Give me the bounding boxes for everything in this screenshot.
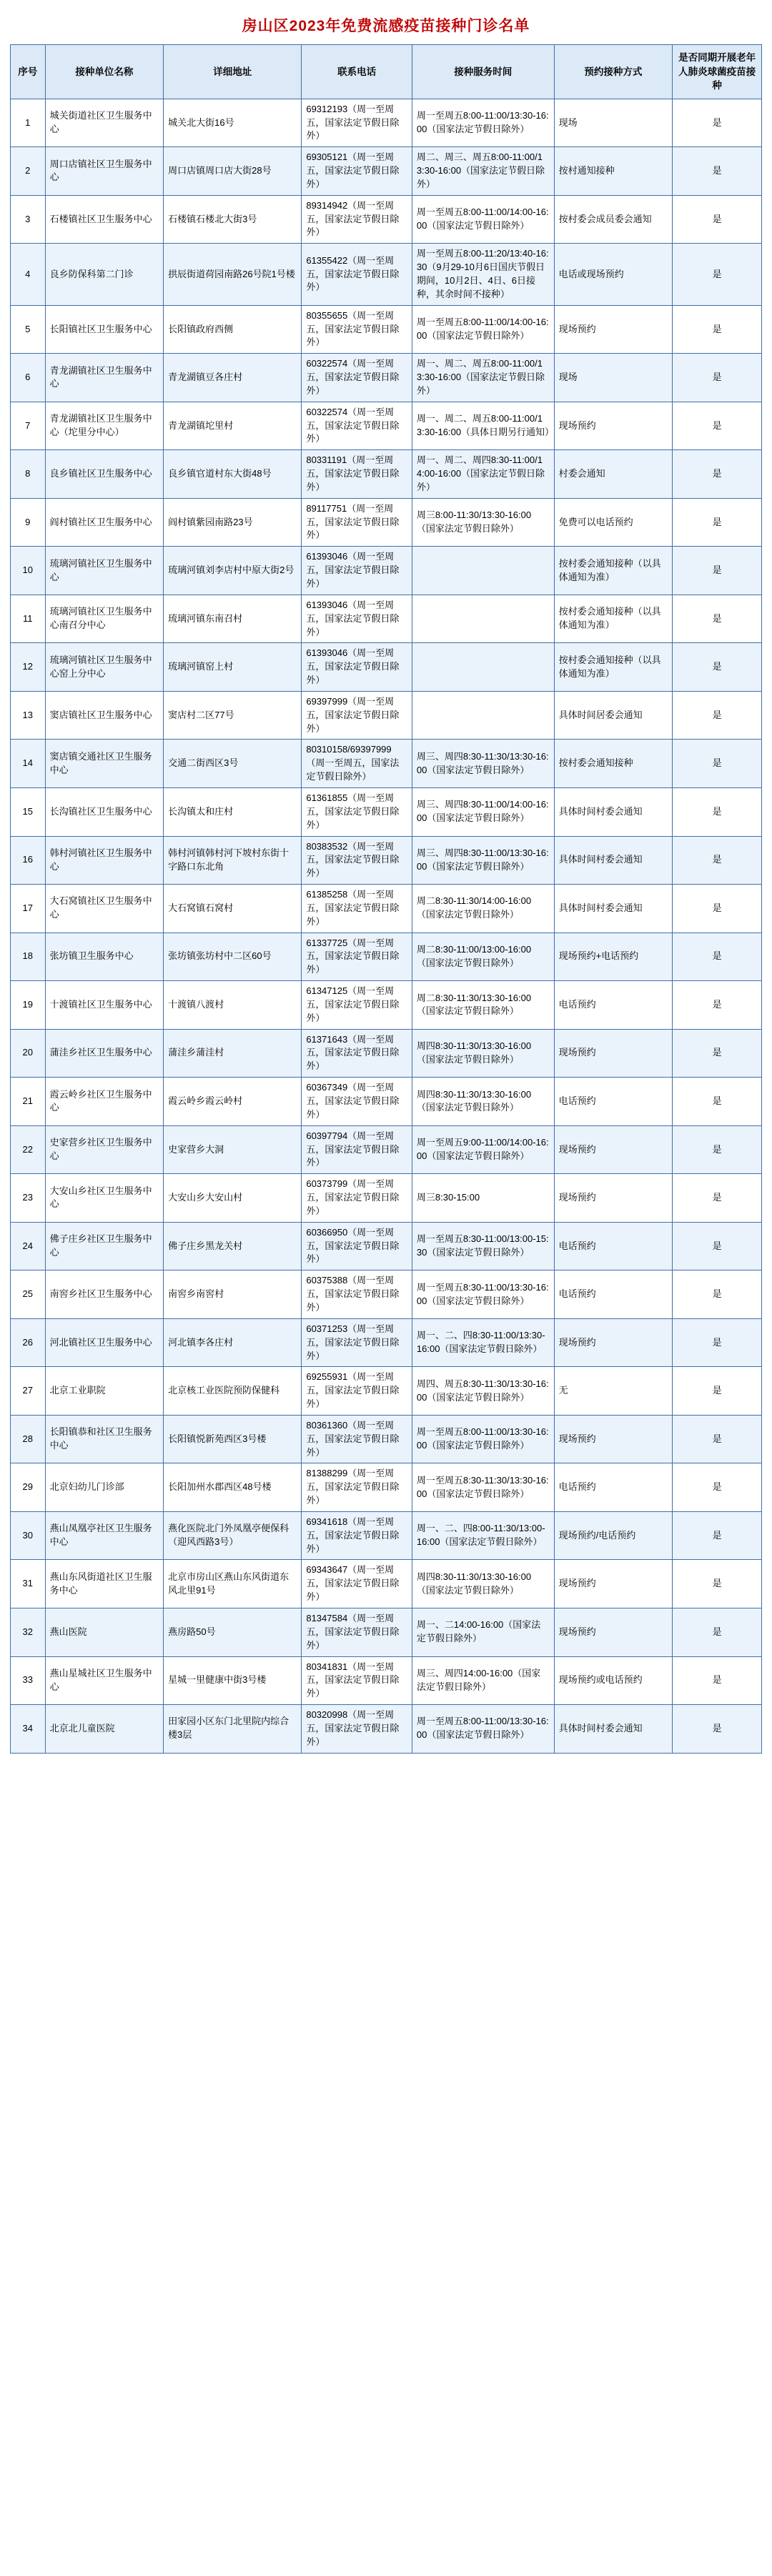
cell-appointment: 无 xyxy=(554,1367,673,1416)
cell-service-time: 周一至周五9:00-11:00/14:00-16:00（国家法定节假日除外） xyxy=(412,1125,554,1174)
cell-pneumococcal: 是 xyxy=(673,1270,762,1319)
cell-index: 1 xyxy=(11,99,46,147)
cell-service-time: 周四8:30-11:30/13:30-16:00（国家法定节假日除外） xyxy=(412,1560,554,1608)
cell-phone: 80361360（周一至周五，国家法定节假日除外） xyxy=(302,1415,412,1463)
cell-pneumococcal: 是 xyxy=(673,740,762,788)
cell-appointment: 现场预约 xyxy=(554,1029,673,1078)
cell-service-time: 周二8:30-11:30/13:30-16:00（国家法定节假日除外） xyxy=(412,981,554,1030)
cell-appointment: 按村委会通知接种 xyxy=(554,740,673,788)
cell-service-time: 周一至周五8:30-11:00/13:00-15:30（国家法定节假日除外） xyxy=(412,1222,554,1270)
cell-unit-name: 河北镇社区卫生服务中心 xyxy=(45,1318,164,1367)
cell-address: 南窖乡南窖村 xyxy=(164,1270,302,1319)
table-row xyxy=(11,933,762,981)
cell-index: 14 xyxy=(11,740,46,788)
table-row xyxy=(11,885,762,933)
cell-appointment: 电话预约 xyxy=(554,1222,673,1270)
cell-phone: 89117751（周一至周五，国家法定节假日除外） xyxy=(302,498,412,547)
table-row xyxy=(11,450,762,499)
cell-service-time: 周一、二、四8:00-11:30/13:00-16:00（国家法定节假日除外） xyxy=(412,1511,554,1560)
cell-index: 2 xyxy=(11,147,46,196)
table-row xyxy=(11,1318,762,1367)
cell-appointment: 现场预约 xyxy=(554,1318,673,1367)
cell-phone: 80331191（周一至周五，国家法定节假日除外） xyxy=(302,450,412,499)
cell-pneumococcal: 是 xyxy=(673,1174,762,1223)
cell-address: 琉璃河镇东南召村 xyxy=(164,595,302,643)
table-row xyxy=(11,1174,762,1223)
table-row xyxy=(11,643,762,692)
table-row xyxy=(11,1511,762,1560)
cell-appointment: 村委会通知 xyxy=(554,450,673,499)
cell-address: 琉璃河镇窑上村 xyxy=(164,643,302,692)
cell-service-time: 周一、二14:00-16:00（国家法定节假日除外） xyxy=(412,1608,554,1657)
cell-phone: 61393046（周一至周五，国家法定节假日除外） xyxy=(302,643,412,692)
cell-service-time: 周一至周五8:00-11:00/13:30-16:00（国家法定节假日除外） xyxy=(412,1415,554,1463)
cell-appointment: 现场预约 xyxy=(554,305,673,354)
cell-unit-name: 蒲洼乡社区卫生服务中心 xyxy=(45,1029,164,1078)
cell-appointment: 具体时间居委会通知 xyxy=(554,691,673,740)
cell-unit-name: 史家营乡社区卫生服务中心 xyxy=(45,1125,164,1174)
cell-unit-name: 大安山乡社区卫生服务中心 xyxy=(45,1174,164,1223)
cell-address: 青龙湖镇坨里村 xyxy=(164,402,302,450)
cell-appointment: 具体时间村委会通知 xyxy=(554,1705,673,1754)
cell-phone: 81388299（周一至周五，国家法定节假日除外） xyxy=(302,1463,412,1512)
cell-service-time: 周一、二、四8:30-11:00/13:30-16:00（国家法定节假日除外） xyxy=(412,1318,554,1367)
cell-unit-name: 大石窝镇社区卫生服务中心 xyxy=(45,885,164,933)
table-row xyxy=(11,547,762,595)
column-header-phone: 联系电话 xyxy=(302,45,412,99)
cell-pneumococcal: 是 xyxy=(673,1078,762,1126)
cell-unit-name: 阎村镇社区卫生服务中心 xyxy=(45,498,164,547)
cell-phone: 69255931（周一至周五，国家法定节假日除外） xyxy=(302,1367,412,1416)
table-row xyxy=(11,740,762,788)
cell-pneumococcal: 是 xyxy=(673,195,762,244)
table-row xyxy=(11,354,762,402)
cell-index: 17 xyxy=(11,885,46,933)
cell-pneumococcal: 是 xyxy=(673,354,762,402)
cell-phone: 80341831（周一至周五，国家法定节假日除外） xyxy=(302,1656,412,1705)
cell-index: 22 xyxy=(11,1125,46,1174)
cell-index: 5 xyxy=(11,305,46,354)
cell-appointment: 电话预约 xyxy=(554,1270,673,1319)
cell-address: 十渡镇八渡村 xyxy=(164,981,302,1030)
table-row xyxy=(11,305,762,354)
cell-pneumococcal: 是 xyxy=(673,1608,762,1657)
cell-unit-name: 琉璃河镇社区卫生服务中心南召分中心 xyxy=(45,595,164,643)
cell-phone: 60322574（周一至周五，国家法定节假日除外） xyxy=(302,354,412,402)
table-row xyxy=(11,1415,762,1463)
cell-address: 张坊镇张坊村中二区60号 xyxy=(164,933,302,981)
cell-unit-name: 燕山东风街道社区卫生服务中心 xyxy=(45,1560,164,1608)
table-row xyxy=(11,1367,762,1416)
table-row xyxy=(11,1608,762,1657)
cell-appointment: 现场 xyxy=(554,99,673,147)
cell-service-time xyxy=(412,643,554,692)
cell-phone: 61337725（周一至周五，国家法定节假日除外） xyxy=(302,933,412,981)
cell-phone: 61385258（周一至周五，国家法定节假日除外） xyxy=(302,885,412,933)
cell-index: 10 xyxy=(11,547,46,595)
cell-pneumococcal: 是 xyxy=(673,402,762,450)
cell-service-time xyxy=(412,691,554,740)
cell-phone: 80355655（周一至周五，国家法定节假日除外） xyxy=(302,305,412,354)
cell-index: 33 xyxy=(11,1656,46,1705)
cell-pneumococcal: 是 xyxy=(673,933,762,981)
cell-service-time: 周一至周五8:30-11:30/13:30-16:00（国家法定节假日除外） xyxy=(412,1463,554,1512)
cell-phone: 60373799（周一至周五，国家法定节假日除外） xyxy=(302,1174,412,1223)
cell-index: 28 xyxy=(11,1415,46,1463)
cell-service-time: 周一至周五8:00-11:00/14:00-16:00（国家法定节假日除外） xyxy=(412,195,554,244)
table-row xyxy=(11,147,762,196)
cell-address: 琉璃河镇刘李店村中原大街2号 xyxy=(164,547,302,595)
cell-unit-name: 霞云岭乡社区卫生服务中心 xyxy=(45,1078,164,1126)
cell-index: 26 xyxy=(11,1318,46,1367)
cell-index: 16 xyxy=(11,836,46,885)
cell-index: 23 xyxy=(11,1174,46,1223)
cell-pneumococcal: 是 xyxy=(673,787,762,836)
cell-index: 11 xyxy=(11,595,46,643)
cell-index: 15 xyxy=(11,787,46,836)
cell-address: 窦店村二区77号 xyxy=(164,691,302,740)
table-row xyxy=(11,1705,762,1754)
cell-pneumococcal: 是 xyxy=(673,1705,762,1754)
cell-unit-name: 北京北儿童医院 xyxy=(45,1705,164,1754)
cell-appointment: 现场预约 xyxy=(554,1560,673,1608)
cell-phone: 60367349（周一至周五，国家法定节假日除外） xyxy=(302,1078,412,1126)
cell-service-time: 周三、周四8:30-11:00/13:30-16:00（国家法定节假日除外） xyxy=(412,836,554,885)
cell-address: 良乡镇官道村东大街48号 xyxy=(164,450,302,499)
cell-index: 29 xyxy=(11,1463,46,1512)
cell-service-time: 周一至周五8:00-11:00/13:30-16:00（国家法定节假日除外） xyxy=(412,1705,554,1754)
cell-pneumococcal: 是 xyxy=(673,1656,762,1705)
cell-pneumococcal: 是 xyxy=(673,1560,762,1608)
cell-service-time: 周三、周四8:30-11:30/13:30-16:00（国家法定节假日除外） xyxy=(412,740,554,788)
cell-service-time: 周二8:30-11:30/14:00-16:00（国家法定节假日除外） xyxy=(412,885,554,933)
cell-unit-name: 琉璃河镇社区卫生服务中心窑上分中心 xyxy=(45,643,164,692)
table-header-row xyxy=(11,45,762,99)
cell-appointment: 电话或现场预约 xyxy=(554,244,673,305)
cell-index: 18 xyxy=(11,933,46,981)
cell-address: 石楼镇石楼北大街3号 xyxy=(164,195,302,244)
cell-phone: 60371253（周一至周五，国家法定节假日除外） xyxy=(302,1318,412,1367)
cell-index: 4 xyxy=(11,244,46,305)
table-row xyxy=(11,836,762,885)
table-row xyxy=(11,1029,762,1078)
cell-appointment: 免费可以电话预约 xyxy=(554,498,673,547)
cell-index: 20 xyxy=(11,1029,46,1078)
cell-unit-name: 周口店镇社区卫生服务中心 xyxy=(45,147,164,196)
cell-unit-name: 良乡防保科第二门诊 xyxy=(45,244,164,305)
cell-unit-name: 张坊镇卫生服务中心 xyxy=(45,933,164,981)
cell-index: 32 xyxy=(11,1608,46,1657)
cell-unit-name: 长阳镇恭和社区卫生服务中心 xyxy=(45,1415,164,1463)
cell-unit-name: 城关街道社区卫生服务中心 xyxy=(45,99,164,147)
cell-address: 长阳镇政府西侧 xyxy=(164,305,302,354)
cell-service-time: 周三、周四14:00-16:00（国家法定节假日除外） xyxy=(412,1656,554,1705)
cell-phone: 69305121（周一至周五，国家法定节假日除外） xyxy=(302,147,412,196)
cell-pneumococcal: 是 xyxy=(673,498,762,547)
cell-index: 27 xyxy=(11,1367,46,1416)
cell-appointment: 按村委会成员委会通知 xyxy=(554,195,673,244)
cell-address: 田家园小区东门北里院内综合楼3层 xyxy=(164,1705,302,1754)
cell-appointment: 现场预约+电话预约 xyxy=(554,933,673,981)
cell-phone: 80310158/69397999（周一至周五，国家法定节假日除外） xyxy=(302,740,412,788)
table-body xyxy=(11,99,762,1753)
cell-phone: 81347584（周一至周五，国家法定节假日除外） xyxy=(302,1608,412,1657)
table-row xyxy=(11,1270,762,1319)
cell-pneumococcal: 是 xyxy=(673,1318,762,1367)
cell-pneumococcal: 是 xyxy=(673,99,762,147)
cell-service-time: 周二8:30-11:00/13:00-16:00（国家法定节假日除外） xyxy=(412,933,554,981)
cell-index: 8 xyxy=(11,450,46,499)
cell-phone: 80320998（周一至周五，国家法定节假日除外） xyxy=(302,1705,412,1754)
table-row xyxy=(11,595,762,643)
cell-pneumococcal: 是 xyxy=(673,981,762,1030)
cell-pneumococcal: 是 xyxy=(673,1222,762,1270)
cell-index: 12 xyxy=(11,643,46,692)
table-row xyxy=(11,691,762,740)
cell-address: 北京市房山区燕山东风街道东风北里91号 xyxy=(164,1560,302,1608)
cell-address: 燕房路50号 xyxy=(164,1608,302,1657)
cell-service-time: 周三8:00-11:30/13:30-16:00（国家法定节假日除外） xyxy=(412,498,554,547)
cell-address: 北京核工业医院预防保健科 xyxy=(164,1367,302,1416)
cell-appointment: 电话预约 xyxy=(554,1463,673,1512)
cell-pneumococcal: 是 xyxy=(673,1415,762,1463)
cell-index: 9 xyxy=(11,498,46,547)
cell-unit-name: 十渡镇社区卫生服务中心 xyxy=(45,981,164,1030)
cell-address: 霞云岭乡霞云岭村 xyxy=(164,1078,302,1126)
cell-unit-name: 窦店镇社区卫生服务中心 xyxy=(45,691,164,740)
cell-index: 3 xyxy=(11,195,46,244)
cell-phone: 89314942（周一至周五，国家法定节假日除外） xyxy=(302,195,412,244)
cell-pneumococcal: 是 xyxy=(673,244,762,305)
cell-address: 拱辰街道荷园南路26号院1号楼 xyxy=(164,244,302,305)
cell-address: 佛子庄乡黑龙关村 xyxy=(164,1222,302,1270)
cell-appointment: 具体时间村委会通知 xyxy=(554,885,673,933)
cell-phone: 60397794（周一至周五，国家法定节假日除外） xyxy=(302,1125,412,1174)
cell-phone: 61393046（周一至周五，国家法定节假日除外） xyxy=(302,595,412,643)
page-title: 房山区2023年免费流感疫苗接种门诊名单 xyxy=(242,18,530,34)
table-row xyxy=(11,195,762,244)
cell-address: 交通二街西区3号 xyxy=(164,740,302,788)
cell-appointment: 现场预约 xyxy=(554,1415,673,1463)
column-header-appointment: 预约接种方式 xyxy=(554,45,673,99)
cell-pneumococcal: 是 xyxy=(673,1125,762,1174)
cell-unit-name: 石楼镇社区卫生服务中心 xyxy=(45,195,164,244)
cell-pneumococcal: 是 xyxy=(673,1463,762,1512)
column-header-unit-name: 接种单位名称 xyxy=(45,45,164,99)
table-row xyxy=(11,1656,762,1705)
table-row xyxy=(11,981,762,1030)
cell-service-time: 周四8:30-11:30/13:30-16:00（国家法定节假日除外） xyxy=(412,1029,554,1078)
cell-address: 长沟镇太和庄村 xyxy=(164,787,302,836)
cell-appointment: 现场预约 xyxy=(554,1174,673,1223)
cell-service-time xyxy=(412,595,554,643)
cell-phone: 60366950（周一至周五，国家法定节假日除外） xyxy=(302,1222,412,1270)
cell-pneumococcal: 是 xyxy=(673,1367,762,1416)
cell-unit-name: 燕山星城社区卫生服务中心 xyxy=(45,1656,164,1705)
table-row xyxy=(11,1078,762,1126)
cell-phone: 69312193（周一至周五，国家法定节假日除外） xyxy=(302,99,412,147)
cell-unit-name: 北京妇幼儿门诊部 xyxy=(45,1463,164,1512)
column-header-index: 序号 xyxy=(11,45,46,99)
cell-service-time: 周一、周二、周四8:30-11:00/14:00-16:00（国家法定节假日除外） xyxy=(412,450,554,499)
cell-appointment: 具体时间村委会通知 xyxy=(554,787,673,836)
cell-appointment: 按村委会通知接种（以具体通知为准） xyxy=(554,595,673,643)
table-row xyxy=(11,99,762,147)
cell-appointment: 现场预约 xyxy=(554,1125,673,1174)
cell-index: 19 xyxy=(11,981,46,1030)
cell-phone: 60375388（周一至周五，国家法定节假日除外） xyxy=(302,1270,412,1319)
cell-appointment: 按村通知接种 xyxy=(554,147,673,196)
cell-appointment: 按村委会通知接种（以具体通知为准） xyxy=(554,643,673,692)
cell-phone: 80383532（周一至周五，国家法定节假日除外） xyxy=(302,836,412,885)
cell-phone: 60322574（周一至周五，国家法定节假日除外） xyxy=(302,402,412,450)
cell-pneumococcal: 是 xyxy=(673,1511,762,1560)
cell-address: 长阳镇悦新苑西区3号楼 xyxy=(164,1415,302,1463)
cell-unit-name: 韩村河镇社区卫生服务中心 xyxy=(45,836,164,885)
cell-service-time: 周一、周二、周五8:00-11:00/13:30-16:00（具体日期另行通知） xyxy=(412,402,554,450)
table-row xyxy=(11,402,762,450)
cell-index: 30 xyxy=(11,1511,46,1560)
table-row xyxy=(11,1463,762,1512)
cell-service-time: 周一至周五8:00-11:00/14:00-16:00（国家法定节假日除外） xyxy=(412,305,554,354)
cell-index: 25 xyxy=(11,1270,46,1319)
column-header-address: 详细地址 xyxy=(164,45,302,99)
cell-service-time xyxy=(412,547,554,595)
table-header xyxy=(11,45,762,99)
cell-appointment: 电话预约 xyxy=(554,1078,673,1126)
cell-pneumococcal: 是 xyxy=(673,547,762,595)
cell-appointment: 现场预约 xyxy=(554,402,673,450)
cell-address: 史家营乡大洞 xyxy=(164,1125,302,1174)
cell-service-time: 周一至周五8:00-11:20/13:40-16:30（9月29-10月6日国庆节假日期间，10月2日、4日、6日接种，其余时间不接种） xyxy=(412,244,554,305)
table-row xyxy=(11,787,762,836)
cell-pneumococcal: 是 xyxy=(673,885,762,933)
cell-pneumococcal: 是 xyxy=(673,836,762,885)
cell-appointment: 现场 xyxy=(554,354,673,402)
cell-appointment: 按村委会通知接种（以具体通知为准） xyxy=(554,547,673,595)
cell-appointment: 具体时间村委会通知 xyxy=(554,836,673,885)
cell-pneumococcal: 是 xyxy=(673,595,762,643)
cell-address: 大安山乡大安山村 xyxy=(164,1174,302,1223)
cell-unit-name: 长沟镇社区卫生服务中心 xyxy=(45,787,164,836)
table-row xyxy=(11,1222,762,1270)
cell-index: 13 xyxy=(11,691,46,740)
cell-appointment: 电话预约 xyxy=(554,981,673,1030)
cell-service-time: 周一、周二、周五8:00-11:00/13:30-16:00（国家法定节假日除外） xyxy=(412,354,554,402)
cell-address: 长阳加州水郡西区48号楼 xyxy=(164,1463,302,1512)
cell-address: 蒲洼乡蒲洼村 xyxy=(164,1029,302,1078)
cell-index: 34 xyxy=(11,1705,46,1754)
cell-address: 燕化医院北门外凤凰亭便保科（迎风西路3号） xyxy=(164,1511,302,1560)
cell-phone: 61371643（周一至周五，国家法定节假日除外） xyxy=(302,1029,412,1078)
cell-phone: 61361855（周一至周五，国家法定节假日除外） xyxy=(302,787,412,836)
cell-phone: 69343647（周一至周五，国家法定节假日除外） xyxy=(302,1560,412,1608)
table-row xyxy=(11,498,762,547)
cell-index: 24 xyxy=(11,1222,46,1270)
cell-index: 7 xyxy=(11,402,46,450)
cell-phone: 61347125（周一至周五，国家法定节假日除外） xyxy=(302,981,412,1030)
table-row xyxy=(11,244,762,305)
cell-index: 6 xyxy=(11,354,46,402)
column-header-service-time: 接种服务时间 xyxy=(412,45,554,99)
cell-service-time: 周四、周五8:30-11:30/13:30-16:00（国家法定节假日除外） xyxy=(412,1367,554,1416)
cell-service-time: 周四8:30-11:30/13:30-16:00（国家法定节假日除外） xyxy=(412,1078,554,1126)
cell-phone: 69341618（周一至周五，国家法定节假日除外） xyxy=(302,1511,412,1560)
cell-address: 城关北大街16号 xyxy=(164,99,302,147)
cell-pneumococcal: 是 xyxy=(673,147,762,196)
cell-unit-name: 北京工业职院 xyxy=(45,1367,164,1416)
cell-appointment: 现场预约/电话预约 xyxy=(554,1511,673,1560)
cell-phone: 61393046（周一至周五，国家法定节假日除外） xyxy=(302,547,412,595)
cell-unit-name: 南窖乡社区卫生服务中心 xyxy=(45,1270,164,1319)
cell-address: 星城一里健康中街3号楼 xyxy=(164,1656,302,1705)
cell-appointment: 现场预约 xyxy=(554,1608,673,1657)
cell-unit-name: 琉璃河镇社区卫生服务中心 xyxy=(45,547,164,595)
cell-appointment: 现场预约或电话预约 xyxy=(554,1656,673,1705)
cell-phone: 69397999（周一至周五，国家法定节假日除外） xyxy=(302,691,412,740)
cell-unit-name: 窦店镇交通社区卫生服务中心 xyxy=(45,740,164,788)
cell-unit-name: 佛子庄乡社区卫生服务中心 xyxy=(45,1222,164,1270)
cell-index: 21 xyxy=(11,1078,46,1126)
cell-address: 周口店镇周口店大街28号 xyxy=(164,147,302,196)
cell-unit-name: 长阳镇社区卫生服务中心 xyxy=(45,305,164,354)
cell-address: 河北镇李各庄村 xyxy=(164,1318,302,1367)
cell-index: 31 xyxy=(11,1560,46,1608)
cell-pneumococcal: 是 xyxy=(673,450,762,499)
cell-pneumococcal: 是 xyxy=(673,305,762,354)
table-row xyxy=(11,1125,762,1174)
vaccination-clinic-table xyxy=(10,44,762,1754)
cell-unit-name: 良乡镇社区卫生服务中心 xyxy=(45,450,164,499)
cell-service-time: 周二、周三、周五8:00-11:00/13:30-16:00（国家法定节假日除外） xyxy=(412,147,554,196)
cell-address: 青龙湖镇豆各庄村 xyxy=(164,354,302,402)
cell-pneumococcal: 是 xyxy=(673,1029,762,1078)
cell-service-time: 周三8:30-15:00 xyxy=(412,1174,554,1223)
column-header-pneumococcal: 是否同期开展老年人肺炎球菌疫苗接种 xyxy=(673,45,762,99)
cell-unit-name: 青龙湖镇社区卫生服务中心 xyxy=(45,354,164,402)
cell-pneumococcal: 是 xyxy=(673,691,762,740)
cell-unit-name: 燕山凤凰亭社区卫生服务中心 xyxy=(45,1511,164,1560)
cell-service-time: 周一至周五8:30-11:00/13:30-16:00（国家法定节假日除外） xyxy=(412,1270,554,1319)
cell-service-time: 周一至周五8:00-11:00/13:30-16:00（国家法定节假日除外） xyxy=(412,99,554,147)
cell-pneumococcal: 是 xyxy=(673,643,762,692)
cell-unit-name: 燕山医院 xyxy=(45,1608,164,1657)
cell-phone: 61355422（周一至周五，国家法定节假日除外） xyxy=(302,244,412,305)
cell-address: 大石窝镇石窝村 xyxy=(164,885,302,933)
table-row xyxy=(11,1560,762,1608)
cell-address: 阎村镇紫园南路23号 xyxy=(164,498,302,547)
cell-unit-name: 青龙湖镇社区卫生服务中心（坨里分中心） xyxy=(45,402,164,450)
cell-service-time: 周三、周四8:30-11:00/14:00-16:00（国家法定节假日除外） xyxy=(412,787,554,836)
cell-address: 韩村河镇韩村河下坡村东街十字路口东北角 xyxy=(164,836,302,885)
